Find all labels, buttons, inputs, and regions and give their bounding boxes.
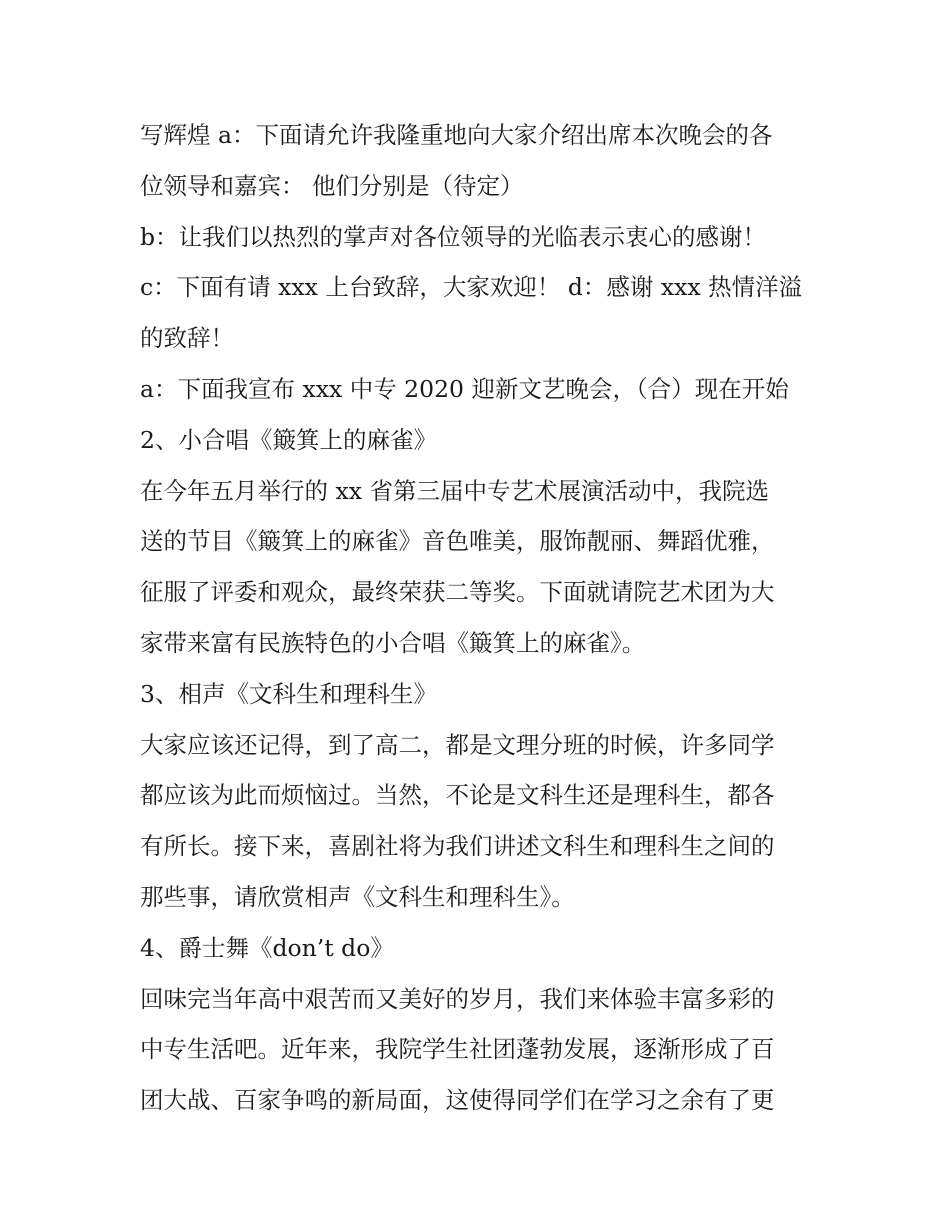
text-line: 有所长。接下来，喜剧社将为我们讲述文科生和理科生之间的	[140, 832, 775, 861]
text-line: 在今年五月举行的 xx 省第三届中专艺术展演活动中，我院选	[140, 476, 769, 505]
text-line: 征服了评委和观众，最终荣获二等奖。下面就请院艺术团为大	[140, 578, 775, 607]
text-line: 都应该为此而烦恼过。当然，不论是文科生还是理科生，都各	[140, 781, 775, 810]
text-line: 回味完当年高中艰苦而又美好的岁月，我们来体验丰富多彩的	[140, 984, 775, 1013]
section-heading: 3、相声《文科生和理科生》	[140, 679, 437, 708]
section-heading: 2、小合唱《簸箕上的麻雀》	[140, 425, 437, 454]
section-heading: 4、爵士舞《don’t do》	[140, 933, 394, 962]
text-line: c：下面有请 xxx 上台致辞，大家欢迎！ d：感谢 xxx 热情洋溢	[140, 273, 803, 302]
text-line: a：下面我宣布 xxx 中专 2020 迎新文艺晚会，（合）现在开始	[140, 374, 789, 403]
text-line: 团大战、百家争鸣的新局面，这使得同学们在学习之余有了更	[140, 1086, 775, 1115]
text-line: 送的节目《簸箕上的麻雀》音色唯美，服饰靓丽、舞蹈优雅，	[140, 527, 775, 556]
text-line: 写辉煌 a：下面请允许我隆重地向大家介绍出席本次晚会的各	[140, 121, 773, 149]
text-line: 家带来富有民族特色的小合唱《簸箕上的麻雀》。	[140, 628, 646, 657]
text-line: 大家应该还记得，到了高二，都是文理分班的时候，许多同学	[140, 730, 775, 759]
text-line: b：让我们以热烈的掌声对各位领导的光临表示衷心的感谢！	[140, 222, 767, 251]
text-line: 那些事，请欣赏相声《文科生和理科生》。	[140, 882, 575, 911]
text-line: 的致辞！	[140, 324, 234, 353]
text-line: 中专生活吧。近年来，我院学生社团蓬勃发展，逐渐形成了百	[140, 1035, 775, 1064]
document-body	[140, 110, 820, 1126]
text-line: 位领导和嘉宾： 他们分别是（待定）	[140, 171, 524, 200]
